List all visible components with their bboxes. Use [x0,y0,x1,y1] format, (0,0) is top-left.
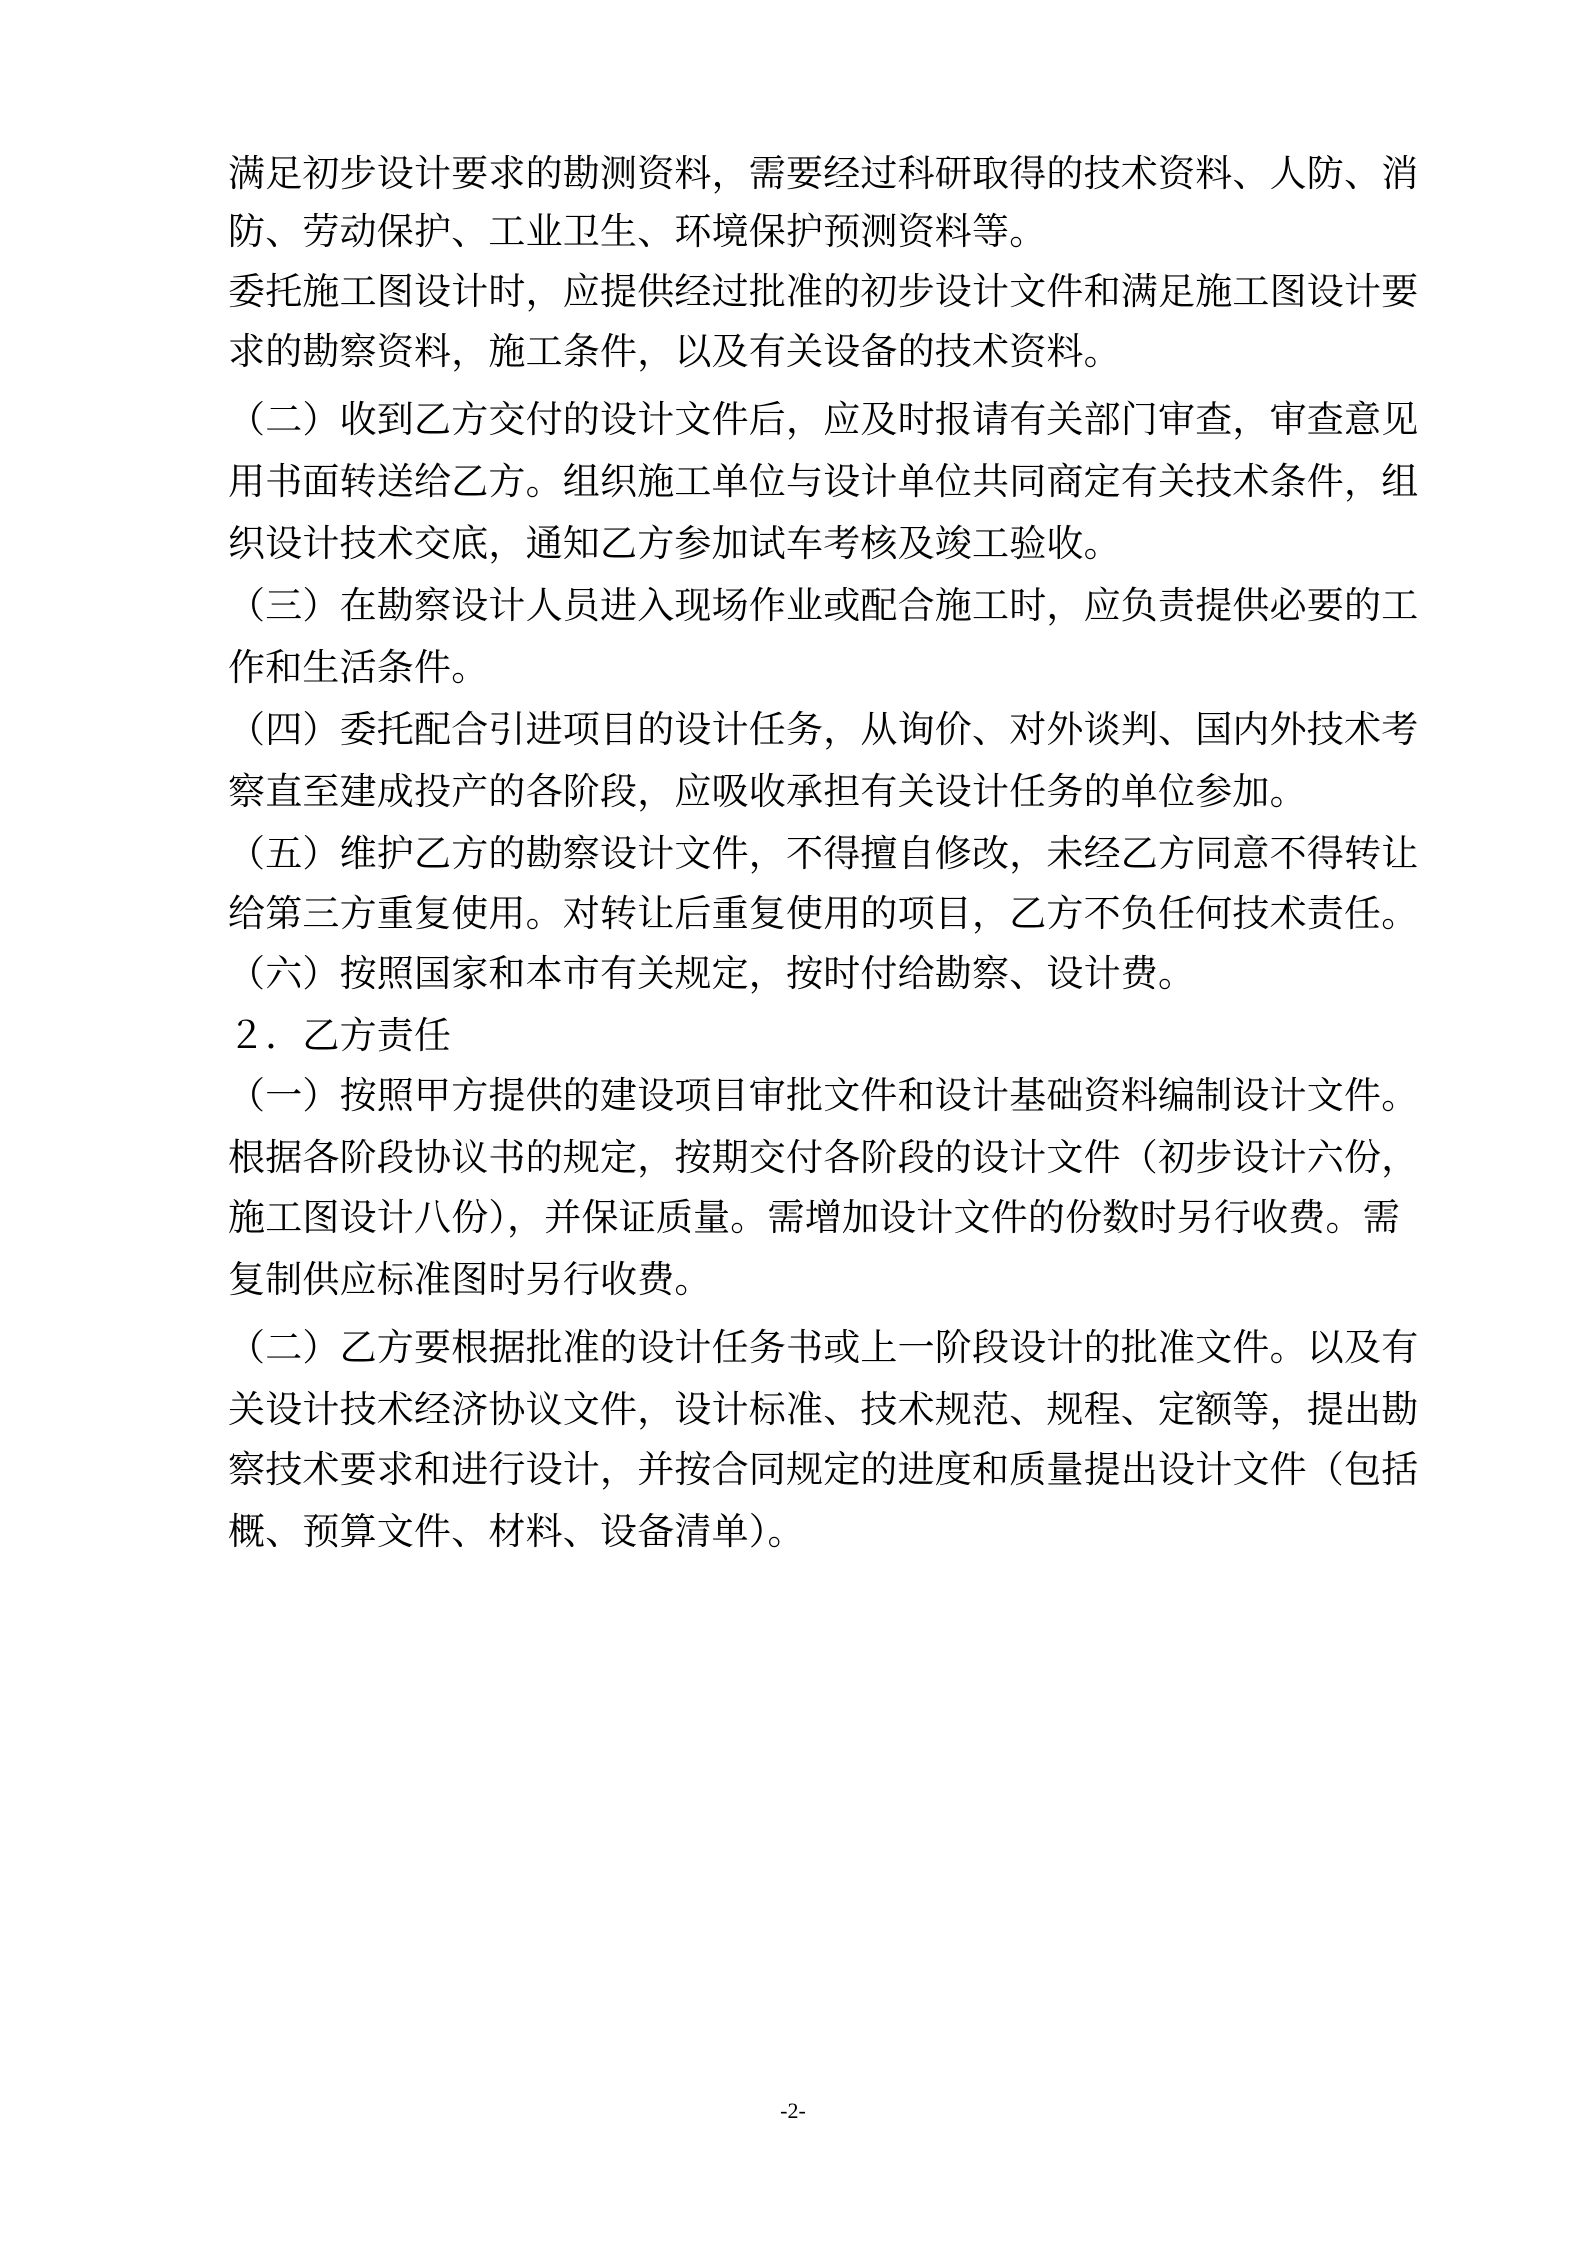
text-line: 概、预算文件、材料、设备清单）。 [228,1510,805,1553]
text-line: （六）按照国家和本市有关规定，按时付给勘察、设计费。 [228,952,1196,995]
text-line: 用书面转送给乙方。组织施工单位与设计单位共同商定有关技术条件，组 [228,460,1419,503]
text-line: 施工图设计八份），并保证质量。需增加设计文件的份数时另行收费。需 [228,1196,1400,1239]
text-line: （三）在勘察设计人员进入现场作业或配合施工时，应负责提供必要的工 [228,584,1419,627]
text-line: 防、劳动保护、工业卫生、环境保护预测资料等。 [228,210,1047,253]
text-line: 关设计技术经济协议文件，设计标准、技术规范、规程、定额等，提出勘 [228,1388,1419,1431]
text-line: （二）乙方要根据批准的设计任务书或上一阶段设计的批准文件。以及有 [228,1326,1419,1369]
text-line: 复制供应标准图时另行收费。 [228,1258,712,1301]
text-line: 根据各阶段协议书的规定，按期交付各阶段的设计文件（初步设计六份， [228,1136,1419,1179]
text-line: 作和生活条件。 [228,646,489,689]
text-line: （四）委托配合引进项目的设计任务，从询价、对外谈判、国内外技术考 [228,708,1419,751]
page-number: -2- [780,2098,806,2123]
text-line: 满足初步设计要求的勘测资料，需要经过科研取得的技术资料、人防、消 [228,152,1419,195]
text-line: （一）按照甲方提供的建设项目审批文件和设计基础资料编制设计文件。 [228,1074,1419,1117]
text-line: （五）维护乙方的勘察设计文件，不得擅自修改，未经乙方同意不得转让 [228,832,1419,875]
section-heading: ２．乙方责任 [228,1014,452,1057]
text-line: 察技术要求和进行设计，并按合同规定的进度和质量提出设计文件（包括 [228,1448,1419,1491]
text-line: （二）收到乙方交付的设计文件后，应及时报请有关部门审查，审查意见 [228,398,1419,441]
text-line: 察直至建成投产的各阶段，应吸收承担有关设计任务的单位参加。 [228,770,1307,813]
text-line: 委托施工图设计时，应提供经过批准的初步设计文件和满足施工图设计要 [228,270,1419,313]
text-line: 求的勘察资料，施工条件，以及有关设备的技术资料。 [228,330,1121,373]
text-line: 织设计技术交底，通知乙方参加试车考核及竣工验收。 [228,522,1121,565]
text-line: 给第三方重复使用。对转让后重复使用的项目，乙方不负任何技术责任。 [228,892,1419,935]
